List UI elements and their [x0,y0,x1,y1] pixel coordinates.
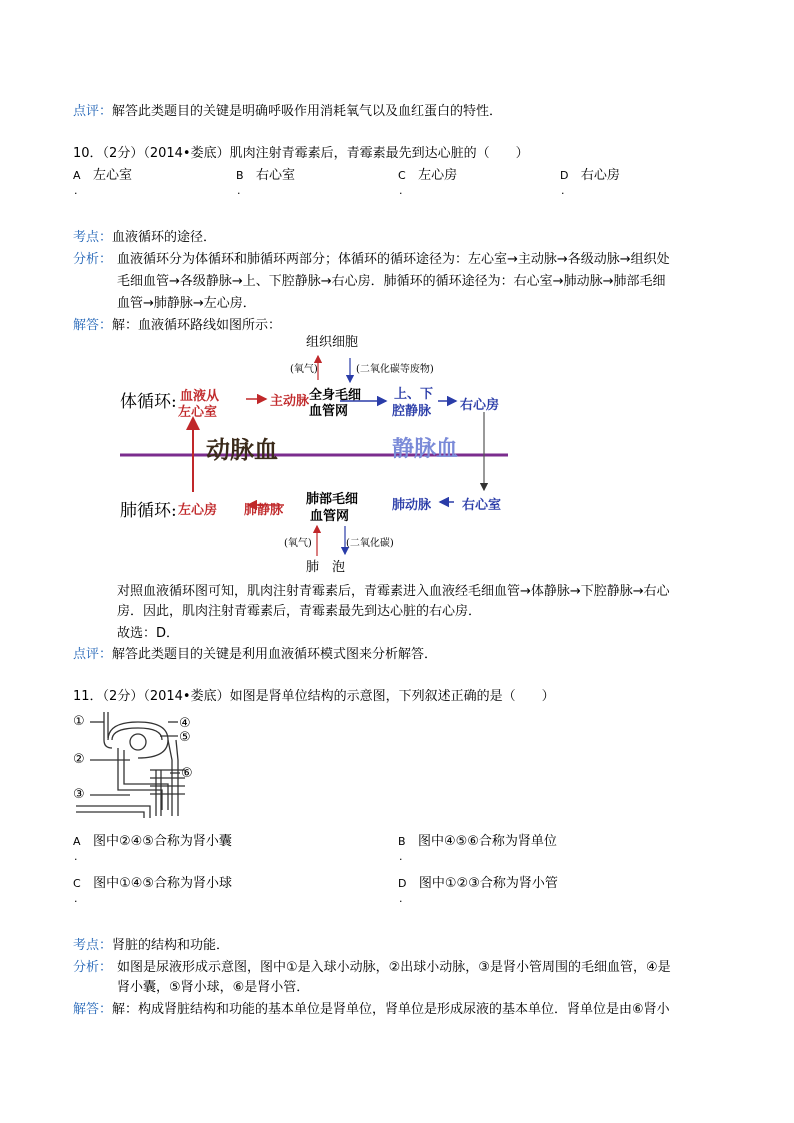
option-text: 左心室 [92,168,132,183]
q10-option-c[interactable] [398,164,457,183]
option-letter: A [73,835,81,848]
q11-option-c[interactable] [73,872,232,891]
q10-jieda [73,314,281,333]
marker-4: ④ [179,716,191,731]
option-text: 图中①④⑤合称为肾小球 [93,876,233,891]
jieda-text: 解：血液循环路线如图所示： [112,318,282,333]
option-dot: . [399,850,403,863]
fenxi-label: 分析： [73,252,113,267]
fenxi-line: 毛细血管→各级静脉→上、下腔静脉→右心房．肺循环的循环途径为：右心室→肺动脉→肺部毛细 [117,274,666,289]
pulmonary-vein-label: 肺静脉 [244,503,284,518]
fenxi-line: 血管→肺静脉→左心房． [117,296,256,311]
option-text: 右心室 [255,168,295,183]
blood-from-label: 血液从 [180,389,220,404]
tissue-cells-label: 组织细胞 [306,335,359,350]
option-dot: . [399,184,403,197]
option-dot: . [561,184,565,197]
option-text: 图中④⑤⑥合称为肾单位 [417,834,557,849]
lung-capillary-label-2: 血管网 [310,509,350,524]
comment-text: 解答此类题目的关键是明确呼吸作用消耗氧气以及血红蛋白的特性． [112,104,503,119]
q11-option-a[interactable] [73,830,232,849]
left-ventricle-label: 左心室 [178,405,218,420]
q10-kaodian [73,226,216,245]
fenxi-line: 肾小囊，⑤肾小球，⑥是肾小管． [117,980,310,995]
body-capillary-label-2: 血管网 [309,404,349,419]
vena-cava-label-1: 上、下 [394,387,434,402]
q10-option-a[interactable] [73,164,132,183]
body-capillary-label-1: 全身毛细 [309,388,362,403]
question-11-stem: 11．（2分）（2014•娄底）如图是肾单位结构的示意图，下列叙述正确的是（ ） [73,689,555,704]
marker-5: ⑤ [179,730,191,745]
option-dot: . [74,850,78,863]
kaodian-text: 肾脏的结构和功能． [112,938,230,953]
lung-capillary-label-1: 肺部毛细 [306,492,359,507]
question-10-stem: 10．（2分）（2014•娄底）肌肉注射青霉素后，青霉素最先到达心脏的（ ） [73,146,529,161]
fenxi-line: 如图是尿液形成示意图，图中①是入球小动脉，②出球小动脉，③是肾小管周围的毛细血管，④是 [117,960,671,975]
pulmonary-artery-label: 肺动脉 [392,498,432,513]
arterial-blood-label: 动脉血 [206,435,278,464]
option-dot: . [74,892,78,905]
comment-label: 点评： [73,104,113,119]
co2-label-bottom: (二氧化碳) [346,538,394,549]
oxygen-label-top: (氧气) [290,364,318,375]
q10-option-b[interactable] [236,164,295,183]
option-text: 右心房 [580,168,620,183]
q11-kaodian [73,934,229,953]
co2-label-top: (二氧化碳等废物) [356,364,434,375]
option-dot: . [237,184,241,197]
marker-1: ① [73,714,85,729]
option-letter: B [398,835,406,848]
option-letter: C [73,877,81,890]
option-text: 图中②④⑤合称为肾小囊 [92,834,232,849]
kaodian-text: 血液循环的途径． [112,230,217,245]
jieda-label: 解答： [73,1002,113,1017]
kaodian-label: 考点： [73,230,113,245]
option-letter: C [398,169,406,182]
after-diagram-line: 对照血液循环图可知，肌肉注射青霉素后，青霉素进入血液经毛细血管→体静脉→下腔静脉→右心 [117,584,670,599]
jieda-label: 解答： [73,318,113,333]
option-dot: . [399,892,403,905]
right-ventricle-label: 右心室 [462,498,502,513]
after-diagram-line: 房．因此，肌肉注射青霉素后，青霉素最先到达心脏的右心房． [117,604,482,619]
q10-dianping [73,643,437,662]
q11-option-b[interactable] [398,830,557,849]
q11-option-d[interactable] [398,872,558,891]
option-letter: A [73,169,81,182]
option-text: 左心房 [418,168,458,183]
marker-3: ③ [73,787,85,802]
alveoli-label: 肺 泡 [306,560,346,575]
jieda-text: 解：构成肾脏结构和功能的基本单位是肾单位，肾单位是形成尿液的基本单位．肾单位是由⑥肾小 [112,1002,670,1017]
option-letter: B [236,169,244,182]
vena-cava-label-2: 腔静脉 [392,404,432,419]
fenxi-label: 分析： [73,960,113,975]
option-letter: D [560,169,569,182]
aorta-label: 主动脉 [270,394,310,409]
oxygen-label-bottom: (氧气) [284,538,312,549]
q11-jieda [73,998,670,1017]
pulmonary-circulation-label: 肺循环: [120,501,177,521]
option-text: 图中①②③合称为肾小管 [418,876,558,891]
marker-2: ② [73,752,85,767]
systemic-circulation-label: 体循环: [120,392,177,412]
left-atrium-label: 左心房 [178,503,218,518]
kaodian-label: 考点： [73,938,113,953]
right-atrium-label: 右心房 [460,398,500,413]
q10-option-d[interactable] [560,164,620,183]
comment-top [73,100,502,119]
marker-6: ⑥ [181,766,193,781]
venous-blood-label: 静脉血 [392,436,459,462]
dianping-label: 点评： [73,647,113,662]
option-letter: D [398,877,407,890]
fenxi-line: 血液循环分为体循环和肺循环两部分；体循环的循环途径为：左心室→主动脉→各级动脉→组织处 [117,252,670,267]
option-dot: . [74,184,78,197]
dianping-text: 解答此类题目的关键是利用血液循环模式图来分析解答． [112,647,438,662]
q10-answer: 故选：D． [117,626,180,641]
